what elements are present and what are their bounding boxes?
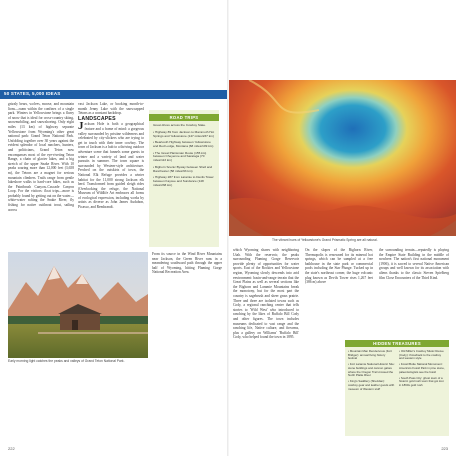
hidden-header — [345, 340, 449, 347]
body-column-3 — [152, 252, 222, 327]
grand-prismatic-photo — [229, 80, 456, 236]
body-column-2 — [78, 102, 144, 247]
body-text: grizzly bears, wolves, moose, and mountain lions—roam within the confines of a single park. Winters in Yellowstone brings a flurry of snow that is ideal for cross-country skiing, snowmobiling, and snowshoeing. Only eight miles (13 km) of highway separate Yellowstone from Wyoming's other great national park: Grand Teton National Park. Unfolding together over 30 years against the evident splendor of local ranchers, hunters, and politicians, Grand Teton now encompasses most of the eye-riveting Teton Range, a chain of glacier lakes, and a big stretch of the upper Snake River. With 10 peaks soaring more than 12,000 feet (3,658 m), the Tetons are a magnet for serious mountain climbers. Trails range from gentle lakeshore walks to hard-core hikes, such as the Paintbrush Canyon–Cascade Canyon Loop. For the visitors: float trips—more is probably found by getting out on the water—white-water rafting the Snake River, fly fishing for native cutthroat trout, sailing across — [8, 102, 74, 212]
photo-caption: The vibrant hues of Yellowstone's Grand Prismatic Spring are all natural. — [272, 238, 378, 242]
list-item: • Old Miller's Cowboy Music Revue (Cody): throwback to the cowboy and western style — [399, 349, 444, 361]
body-text: From its source in the Wind River Mountains near Jackson, the Green River runs in a meandering southward path through the upper half of Wyoming, hitting Flaming Gorge National Recreation Area. — [152, 252, 222, 275]
list-item: • Fossil Butte National Monument: America's Fossil Park in pine stone, paleontologists see the fossil — [399, 362, 445, 374]
list-item: • Highway 287 from Laramie to Devils Tower between Kaycee and Sundance (148 miles/238 km) — [153, 175, 214, 187]
road-trips-sidebar — [149, 110, 219, 247]
body-text: which Wyoming shares with neighboring Utah. With the reservoir, the peaks surrounding Flaming Gorge Reservoir provide plenty of opportunities for water sports. East of the Rockies and Yellowstone region, Wyoming slowly descends into arid environment: basin-and-range terrain that the Great Plains as well as several sections like the Bighorn and Laramie Mountains break the monotony, but for the most part the country is sagebrush and sheer grass prairie. Three and three are isolated towns such as Cody, a regional ranching center that tells stories to 'Wild West' who introduced to ranching by the likes of Buffalo Bill Cody and other figures. The town includes museums dedicated to vast range and the ranching life, Native culture, and firearms, plus a gallery on Williams' 'Buffalo Bill' Cody, who helped found the town in 1895. — [233, 248, 299, 340]
page-number-left: 222 — [8, 446, 15, 451]
body-column-1 — [8, 102, 74, 247]
page-number-right: 223 — [441, 446, 448, 451]
grand-teton-photo — [8, 252, 148, 358]
list-item: • Beartooth Highway between Yellowstone and Red Lodge, Montana (68 miles/109 km) — [153, 140, 214, 149]
list-item: • Bighorn Scenic Byway between Shell and Ranchester (58 miles/93 km) — [153, 164, 213, 173]
body-column-3 — [379, 248, 449, 336]
list-item: • South Pass City: ghost town of a historic gold rush town that got lost in 1860s gold rush — [399, 375, 444, 387]
hidden-list-left — [348, 350, 395, 394]
body-text: On the slopes of the Bighorn River, Thermopolis is renowned for its mineral hot springs, which can be sampled at a free bathhouse in the state park or commercial pools including the Star Plunge. Tucked up in the state's northeast corner, the huge volcanic plug known as Devils Tower rises 1,267 feet (386 m) above — [305, 248, 373, 285]
hidden-title: HIDDEN TREASURES — [373, 341, 421, 346]
list-item: • The Great Plainsman Route (155 km) between Cheyenne and Saratoga (70 miles/113 km) — [153, 150, 207, 163]
section-header: 50 STATES, 5,000 IDEAS — [4, 91, 61, 96]
list-item: • Highway 89 from Jackson to Mammoth Hot Springs and Yellowstone (147 miles/237 km) — [153, 129, 215, 138]
sidebar-intro: Great drives across the Cowboy State. — [153, 123, 206, 127]
list-item: • Mountain Man Rendezvous (Fort Bridger): annual living history festival — [348, 349, 392, 361]
body-text: ackson Hole is both a geographical feature and a frame of mind: a gorgeous valley surrounded by pristine wilderness and celebrated by city-slickers who are trying to get in touch with their inner cowboy. The town of Jackson is a hub to a thriving outdoor adventure scene that funnels some guests in winter and a variety of land and water pursuits in summer. The town square is surrounded by Western-style architecture. Perched on the outskirts of town, the National Elk Refuge provides a winter habitat for the 11,000 strong Jackson elk herd. Transformed from guided sleigh rides (Overlooking the refuge, the National Museum of Wildlife Art embraces all forms of ecological expression, including works by artists as diverse as John James Audubon, Picasso, and Rembrandt. — [78, 122, 144, 210]
hidden-list-right — [399, 350, 446, 394]
body-text: the surrounding terrain—reputedly is playing the Empire State Building in the middle of nowhere. The nation's first national monument (1906), it is sacred to several Native American groups and well known for its association with aliens thanks to the classic Steven Spielberg film Close Encounters of the Third Kind. — [379, 248, 449, 280]
sidebar-title: ROAD TRIPS — [169, 115, 199, 120]
body-column-2 — [305, 248, 373, 336]
list-item: • King's Saddlery (Sheridan): cowboy gear and leather goods with museum of Western stuff — [348, 379, 395, 391]
sidebar-header — [149, 114, 219, 121]
list-item: • Fort Laramie National Historic Site: stone buildings and cannon galore where the Oregon Trail crossed the North Platte River — [348, 362, 395, 378]
landscapes-heading: LANDSCAPES — [78, 115, 116, 122]
drop-cap: J — [78, 120, 84, 133]
photo-caption: Early morning light catches the peaks and valleys of Grand Teton National Park. — [8, 359, 125, 363]
hidden-treasures-box — [345, 340, 449, 436]
body-text: vast Jackson Lake, or booking month-to-month Jenny Lake with the snowcapped Tetons as a constant backdrop. — [78, 102, 144, 116]
body-column-1 — [233, 248, 299, 438]
sidebar-list — [149, 131, 219, 188]
